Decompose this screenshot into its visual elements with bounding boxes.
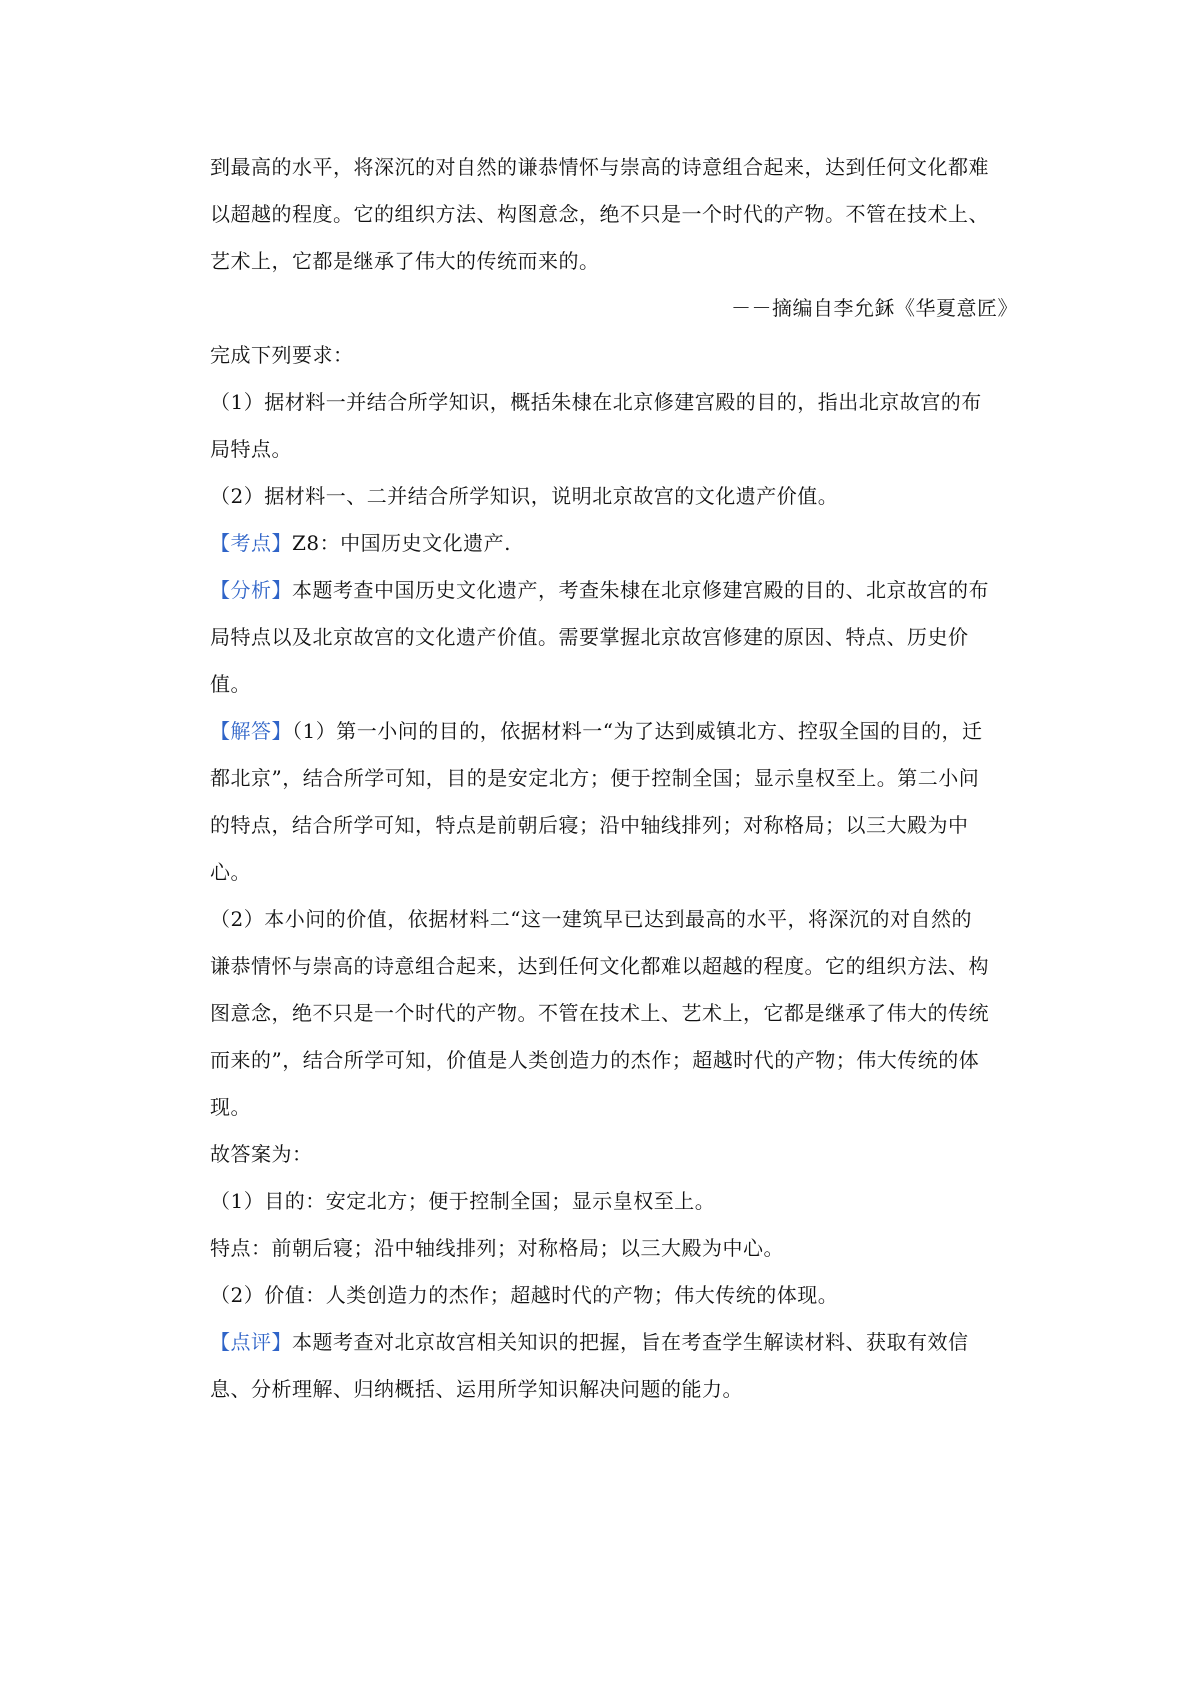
question-1-line: 局特点。 xyxy=(210,437,292,461)
fenxi-text: 本题考查中国历史文化遗产，考查朱棣在北京修建宫殿的目的、北京故宫的布 xyxy=(292,578,989,602)
dianping-text: 本题考查对北京故宫相关知识的把握，旨在考查学生解读材料、获取有效信 xyxy=(292,1330,969,1354)
dianping-tag: 【点评】 xyxy=(210,1330,292,1354)
dianping-line: 息、分析理解、归纳概括、运用所学知识解决问题的能力。 xyxy=(210,1377,743,1401)
material-source: －－摘编自李允鉌《华夏意匠》 xyxy=(731,296,1018,320)
dianping-section xyxy=(210,1319,1022,1366)
fenxi-tag: 【分析】 xyxy=(210,578,292,602)
material-line: 到最高的水平，将深沉的对自然的谦恭情怀与崇高的诗意组合起来，达到任何文化都难 xyxy=(210,155,989,179)
material-line: 以超越的程度。它的组织方法、构图意念，绝不只是一个时代的产物。不管在技术上、 xyxy=(210,202,989,226)
requirements-title: 完成下列要求： xyxy=(210,343,354,367)
fenxi-line: 局特点以及北京故宫的文化遗产价值。需要掌握北京故宫修建的原因、特点、历史价 xyxy=(210,625,969,649)
jieda-line: 的特点，结合所学可知，特点是前朝后寝；沿中轴线排列；对称格局；以三大殿为中 xyxy=(210,813,969,837)
document-page xyxy=(210,144,1022,1413)
answer-line: （2）价值：人类创造力的杰作；超越时代的产物；伟大传统的体现。 xyxy=(210,1283,839,1307)
jieda-line: 现。 xyxy=(210,1095,251,1119)
answer-line: 特点：前朝后寝；沿中轴线排列；对称格局；以三大殿为中心。 xyxy=(210,1236,784,1260)
answer-title: 故答案为： xyxy=(210,1142,313,1166)
jieda-section xyxy=(210,708,1022,755)
kaodian-tag: 【考点】 xyxy=(210,531,292,555)
question-2-line: （2）据材料一、二并结合所学知识，说明北京故宫的文化遗产价值。 xyxy=(210,484,839,508)
fenxi-line: 值。 xyxy=(210,672,251,696)
jieda-line: 都北京”，结合所学可知，目的是安定北方；便于控制全国；显示皇权至上。第二小问 xyxy=(210,766,980,790)
material-line: 艺术上，它都是继承了伟大的传统而来的。 xyxy=(210,249,600,273)
jieda-line: 图意念，绝不只是一个时代的产物。不管在技术上、艺术上，它都是继承了伟大的传统 xyxy=(210,1001,989,1025)
kaodian-text: Z8：中国历史文化遗产. xyxy=(292,531,511,555)
kaodian-section xyxy=(210,520,1022,567)
answer-line: （1）目的：安定北方；便于控制全国；显示皇权至上。 xyxy=(210,1189,716,1213)
jieda-tag: 【解答】 xyxy=(210,719,292,743)
question-1-line: （1）据材料一并结合所学知识，概括朱棣在北京修建宫殿的目的，指出北京故宫的布 xyxy=(210,390,982,414)
jieda-line: （2）本小问的价值，依据材料二“这一建筑早已达到最高的水平，将深沉的对自然的 xyxy=(210,907,972,931)
jieda-line: 谦恭情怀与崇高的诗意组合起来，达到任何文化都难以超越的程度。它的组织方法、构 xyxy=(210,954,989,978)
jieda-text: （1）第一小问的目的，依据材料一“为了达到威镇北方、控驭全国的目的，迁 xyxy=(292,719,983,743)
fenxi-section xyxy=(210,567,1022,614)
jieda-line: 而来的”，结合所学可知，价值是人类创造力的杰作；超越时代的产物；伟大传统的体 xyxy=(210,1048,980,1072)
jieda-line: 心。 xyxy=(210,860,251,884)
